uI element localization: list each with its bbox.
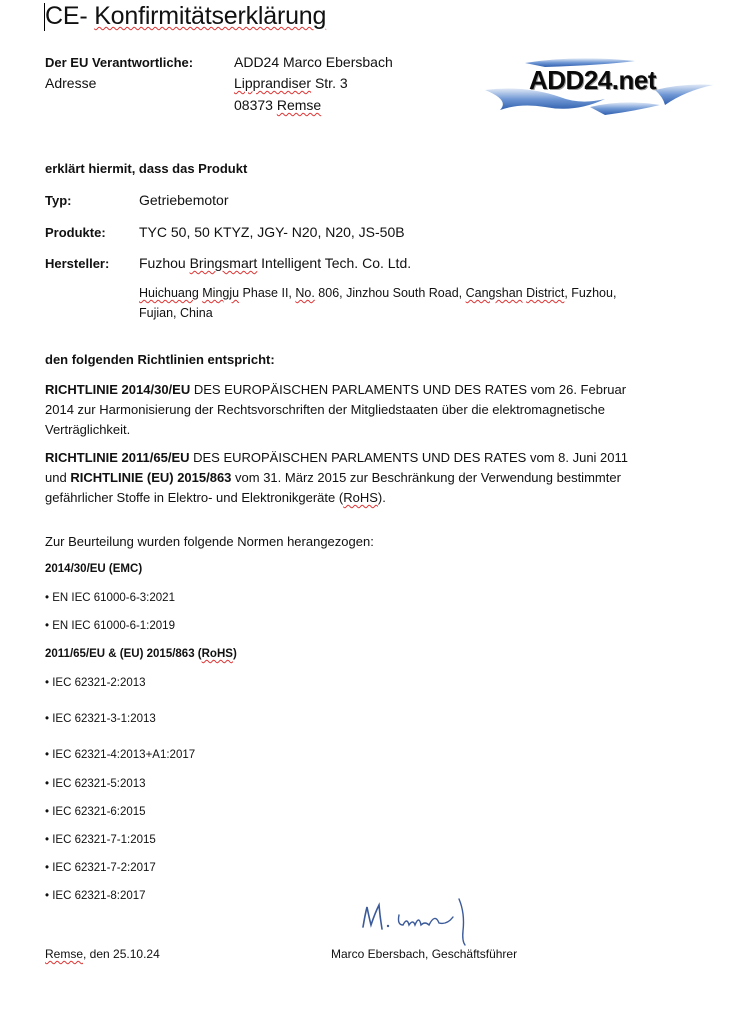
place-date: Remse, den 25.10.24	[45, 947, 160, 961]
address-label: Adresse	[45, 75, 97, 91]
rohs-standard: • IEC 62321-7-1:2015	[45, 834, 156, 846]
products-value: TYC 50, 50 KTYZ, JGY- N20, N20, JS-50B	[139, 224, 405, 240]
emc-standard: • EN IEC 61000-6-3:2021	[45, 592, 175, 604]
rohs-heading: 2011/65/EU & (EU) 2015/863 (RoHS)	[45, 648, 237, 660]
emc-standard: • EN IEC 61000-6-1:2019	[45, 620, 175, 632]
manufacturer-address-line2: Fujian, China	[139, 306, 213, 320]
directives-heading: den folgenden Richtlinien entspricht:	[45, 352, 275, 367]
declares-text: erklärt hiermit, dass das Produkt	[45, 161, 248, 176]
rohs-standard: • IEC 62321-5:2013	[45, 778, 146, 790]
products-label: Produkte:	[45, 225, 106, 240]
rohs-standard: • IEC 62321-8:2017	[45, 890, 146, 902]
rohs-standard: • IEC 62321-2:2013	[45, 677, 146, 689]
address-street: Lipprandiser Str. 3	[234, 75, 348, 91]
rohs-standard: • IEC 62321-3-1:2013	[45, 713, 156, 725]
type-label: Typ:	[45, 193, 72, 208]
emc-heading: 2014/30/EU (EMC)	[45, 563, 143, 575]
signature-icon	[355, 895, 485, 950]
norms-intro: Zur Beurteilung wurden folgende Normen herangezogen:	[45, 534, 374, 549]
responsible-label: Der EU Verantwortliche:	[45, 55, 194, 70]
rohs-standard: • IEC 62321-4:2013+A1:2017	[45, 749, 196, 761]
manufacturer-name: Fuzhou Bringsmart Intelligent Tech. Co. Ltd.	[139, 255, 412, 271]
responsible-value: ADD24 Marco Ebersbach	[234, 54, 393, 70]
manufacturer-label: Hersteller:	[45, 256, 110, 271]
add24-logo	[485, 55, 715, 125]
address-city: 08373 Remse	[234, 97, 322, 113]
logo-text: ADD24.net	[529, 65, 656, 95]
directive-2011-65-eu: RICHTLINIE 2011/65/EU DES EUROPÄISCHEN PARLAMENTS UND DES RATES vom 8. Juni 2011 und RICHTLINIE (EU) 2015/863 vom 31. März 2015 zur Beschränkung der Verwendung bestimmter gefährlicher Stoffe in Elektro- und Elektronikgeräte (RoHS).	[45, 450, 629, 505]
manufacturer-address: Huichuang Mingju Phase II, No. 806, Jinzhou South Road, Cangshan District, Fuzhou,	[139, 286, 617, 300]
signatory: Marco Ebersbach, Geschäftsführer	[331, 947, 518, 961]
rohs-standard: • IEC 62321-7-2:2017	[45, 862, 156, 874]
rohs-standard: • IEC 62321-6:2015	[45, 806, 146, 818]
document-title: CE- Konfirmitätserklärung	[45, 2, 327, 30]
directive-2014-30-eu: RICHTLINIE 2014/30/EU DES EUROPÄISCHEN PARLAMENTS UND DES RATES vom 26. Februar 2014 zur Harmonisierung der Rechtsvorschriften der Mitgliedstaaten über die elektromagnetische Verträglichkeit.	[45, 382, 627, 437]
type-value: Getriebemotor	[139, 192, 229, 208]
